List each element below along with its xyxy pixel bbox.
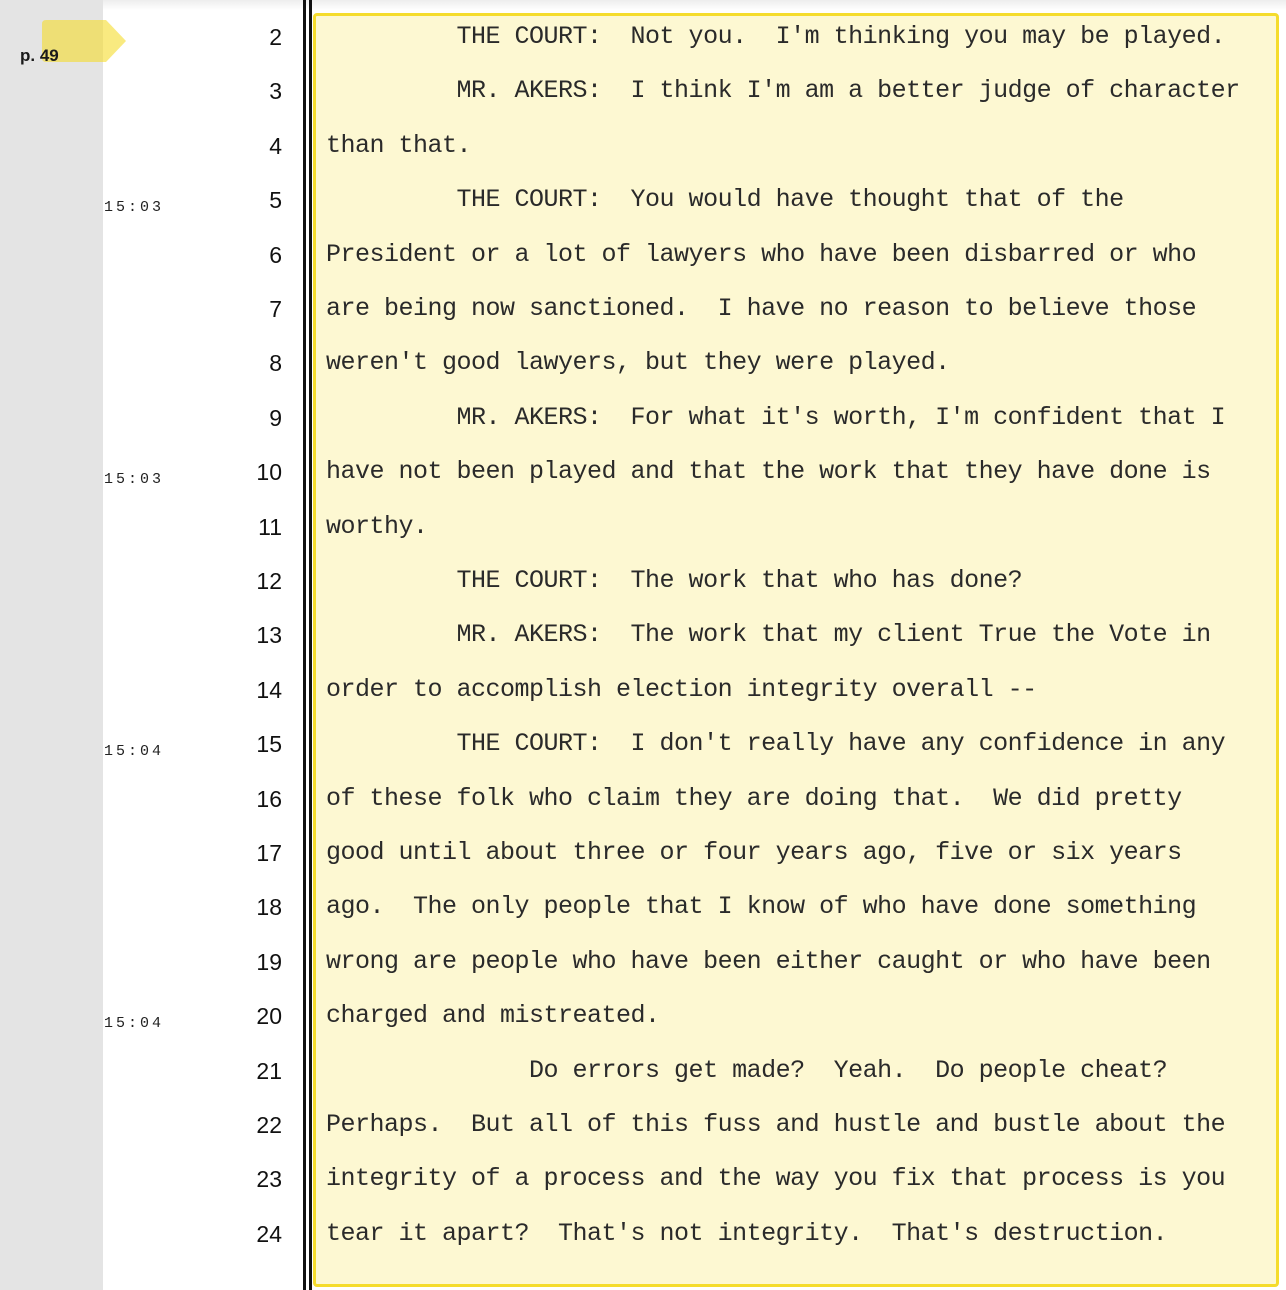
line-text: THE COURT: The work that who has done? <box>326 566 1023 595</box>
timestamp: 15:03 <box>104 199 165 217</box>
line-number: 19 <box>256 948 282 975</box>
line-number: 5 <box>269 187 282 214</box>
transcript-line <box>0 892 1286 946</box>
transcript-line <box>0 294 1286 348</box>
transcript-line <box>0 22 1286 76</box>
transcript-line <box>0 403 1286 457</box>
line-number: 13 <box>256 622 282 649</box>
line-text: Perhaps. But all of this fuss and hustle and bustle about the <box>326 1110 1226 1139</box>
timestamp: 15:04 <box>104 1015 165 1033</box>
transcript-line <box>0 947 1286 1001</box>
line-number: 16 <box>256 785 282 812</box>
line-text: charged and mistreated. <box>326 1001 660 1031</box>
line-text: than that. <box>326 130 472 160</box>
transcript-line <box>0 131 1286 185</box>
line-number: 6 <box>269 241 282 268</box>
transcript-line <box>0 1219 1286 1273</box>
transcript-line <box>0 240 1286 294</box>
line-text: integrity of a process and the way you fix that process is you <box>326 1164 1226 1194</box>
transcript-line <box>0 838 1286 892</box>
transcript-line <box>0 729 1286 783</box>
line-number: 11 <box>258 513 282 540</box>
line-text: THE COURT: You would have thought that of the <box>326 185 1124 215</box>
line-number: 21 <box>256 1057 282 1084</box>
line-number: 8 <box>269 350 282 377</box>
line-number: 3 <box>269 78 282 105</box>
transcript-line <box>0 76 1286 130</box>
transcript-line <box>0 512 1286 566</box>
transcript-line <box>0 1110 1286 1164</box>
line-number: 22 <box>256 1112 282 1138</box>
transcript-line <box>0 185 1286 239</box>
line-number: 10 <box>256 459 282 486</box>
timestamp: 15:03 <box>104 471 165 489</box>
line-number: 18 <box>256 894 282 921</box>
line-text: THE COURT: I don't really have any confidence in any <box>326 729 1226 759</box>
line-text: worthy. <box>326 511 428 541</box>
line-text: weren't good lawyers, but they were played. <box>326 348 950 378</box>
line-text: ago. The only people that I know of who have done something <box>326 892 1197 922</box>
transcript-line <box>0 784 1286 838</box>
line-number: 9 <box>269 404 282 431</box>
line-number: 12 <box>256 568 282 594</box>
timestamp: 15:04 <box>104 743 165 761</box>
page-number-label[interactable]: p. 49 <box>20 46 59 65</box>
line-text: MR. AKERS: I think I'm am a better judge of character <box>326 76 1240 106</box>
transcript-line <box>0 1056 1286 1110</box>
line-text: wrong are people who have been either caught or who have been <box>326 946 1211 976</box>
page-top-shadow <box>103 0 1286 10</box>
transcript-line <box>0 620 1286 674</box>
line-text: President or a lot of lawyers who have been disbarred or who <box>326 239 1197 269</box>
line-number: 15 <box>256 731 282 758</box>
transcript-line <box>0 1164 1286 1218</box>
line-text: order to accomplish election integrity overall -- <box>326 674 1037 704</box>
line-number: 14 <box>256 676 282 703</box>
line-text: Do errors get made? Yeah. Do people cheat? <box>326 1055 1168 1085</box>
line-number: 23 <box>256 1166 282 1193</box>
line-text: good until about three or four years ago, five or six years <box>326 838 1182 867</box>
line-number: 4 <box>269 132 282 159</box>
line-text: of these folk who claim they are doing that. We did pretty <box>326 783 1182 813</box>
line-text: have not been played and that the work that they have done is <box>326 457 1211 487</box>
line-number: 2 <box>269 24 282 50</box>
line-number: 17 <box>256 840 282 866</box>
line-text: THE COURT: Not you. I'm thinking you may be played. <box>326 22 1226 51</box>
transcript-line <box>0 566 1286 620</box>
line-text: MR. AKERS: The work that my client True the Vote in <box>326 620 1211 650</box>
transcript-line <box>0 675 1286 729</box>
transcript-line <box>0 457 1286 511</box>
line-number: 24 <box>256 1220 282 1247</box>
transcript-line <box>0 348 1286 402</box>
line-number: 20 <box>256 1003 282 1030</box>
line-number: 7 <box>269 296 282 322</box>
line-text: tear it apart? That's not integrity. That's destruction. <box>326 1218 1168 1248</box>
line-text: MR. AKERS: For what it's worth, I'm confident that I <box>326 402 1226 432</box>
transcript-line <box>0 1001 1286 1055</box>
line-text: are being now sanctioned. I have no reason to believe those <box>326 294 1197 323</box>
